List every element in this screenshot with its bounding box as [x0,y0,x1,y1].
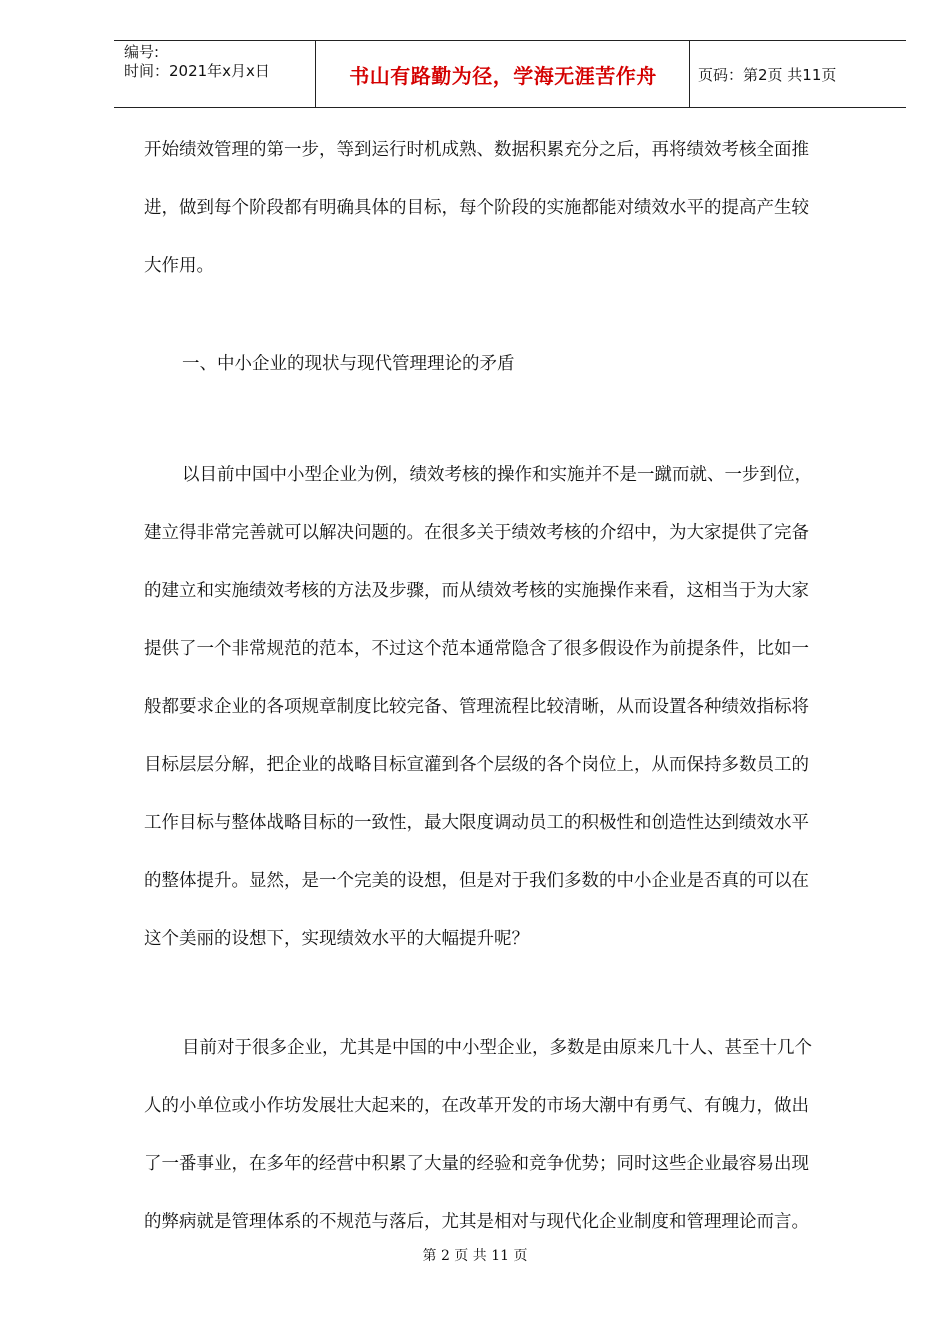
text-line: 目标层层分解，把企业的战略目标宣灌到各个层级的各个岗位上，从而保持多数员工的 [144,755,809,775]
text-line: 工作目标与整体战略目标的一致性，最大限度调动员工的积极性和创造性达到绩效水平 [144,813,809,833]
text-line: 般都要求企业的各项规章制度比较完备、管理流程比较清晰，从而设置各种绩效指标将 [144,697,809,717]
paragraph-2 [144,446,874,968]
text-line: 了一番事业，在多年的经营中积累了大量的经验和竞争优势；同时这些企业最容易出现 [144,1154,809,1174]
text-line: 开始绩效管理的第一步，等到运行时机成熟、数据积累充分之后，再将绩效考核全面推 [144,140,809,160]
text-line: 以目前中国中小型企业为例，绩效考核的操作和实施并不是一蹴而就、一步到位， [182,465,812,485]
paragraph-3 [144,1019,874,1251]
document-body [144,120,874,1251]
header-meta [114,41,316,107]
text-line: 目前对于很多企业，尤其是中国的中小型企业，多数是由原来几十人、甚至十几个 [182,1038,812,1058]
header-motto: 书山有路勤为径，学海无涯苦作舟 [349,63,657,88]
page-footer: 第 2 页 共 11 页 [422,1248,528,1264]
text-line: 提供了一个非常规范的范本，不过这个范本通常隐含了很多假设作为前提条件，比如一 [144,639,809,659]
text-line: 大作用。 [144,256,214,276]
document-number-label: 编号: [124,43,160,61]
header-motto-cell [317,41,690,107]
text-line: 人的小单位或小作坊发展壮大起来的，在改革开发的市场大潮中有勇气、有魄力，做出 [144,1096,809,1116]
text-line: 建立得非常完善就可以解决问题的。在很多关于绩效考核的介绍中，为大家提供了完备 [144,523,809,543]
text-line: 的弊病就是管理体系的不规范与落后，尤其是相对与现代化企业制度和管理理论而言。 [144,1212,809,1232]
paragraph-1 [144,121,874,295]
header-page-info: 页码：第2页 共11页 [698,65,837,84]
text-line: 进，做到每个阶段都有明确具体的目标，每个阶段的实施都能对绩效水平的提高产生较 [144,198,809,218]
text-line: 的建立和实施绩效考核的方法及步骤，而从绩效考核的实施操作来看，这相当于为大家 [144,581,809,601]
text-line: 这个美丽的设想下，实现绩效水平的大幅提升呢？ [144,929,529,949]
section-heading: 一、中小企业的现状与现代管理理论的矛盾 [182,354,515,374]
page-header [114,40,906,108]
document-time-label: 时间：2021年x月x日 [124,62,270,80]
text-line: 的整体提升。显然，是一个完美的设想，但是对于我们多数的中小企业是否真的可以在 [144,871,809,891]
